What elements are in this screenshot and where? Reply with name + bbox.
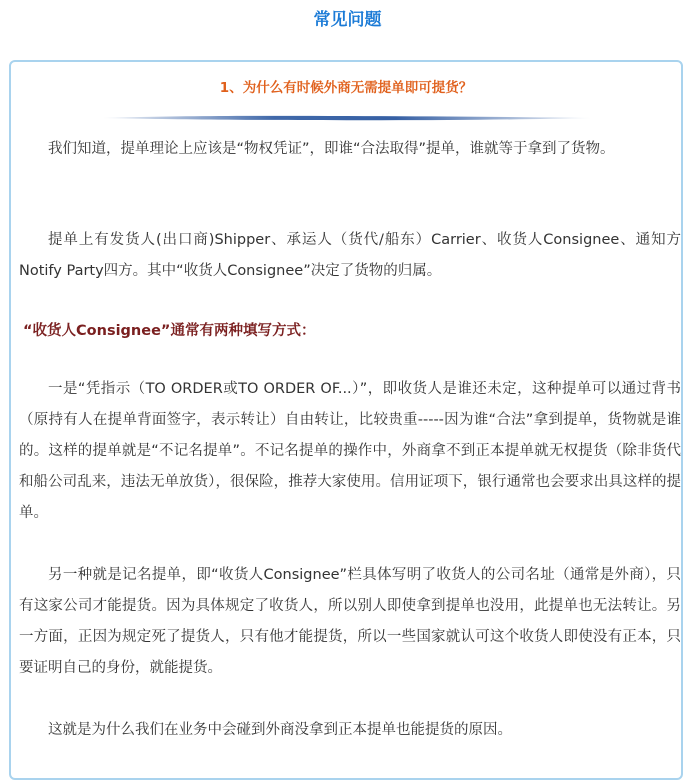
paragraph-to-order: 一是“凭指示（TO ORDER或TO ORDER OF...）”，即收货人是谁还未定，这种提单可以通过背书（原持有人在提单背面签字，表示转让）自由转让，比较贵重-----因为谁“合法”拿到提单，货物就是谁的。这样的提单就是“不记名提单”。不记名提单的操作中，外商拿不到正本提单就无权提货（除非货代和船公司乱来，违法无单放货），很保险，推荐大家使用。信用证项下，银行通常也会要求出具这样的提单。	[19, 381, 681, 521]
consignee-subheading: “收货人Consignee”通常有两种填写方式：	[23, 323, 316, 339]
page-title: 常见问题	[313, 10, 382, 30]
paragraph-conclusion: 这就是为什么我们在业务中会碰到外商没拿到正本提单也能提货的原因。	[48, 722, 512, 738]
faq-card	[9, 60, 683, 780]
paragraph-parties: 提单上有发货人(出口商)Shipper、承运人（货代/船东）Carrier、收货人Consignee、通知方Notify Party四方。其中“收货人Consignee”决定了货物的归属。	[19, 232, 681, 279]
brush-divider	[103, 114, 591, 122]
paragraph-named-bl: 另一种就是记名提单，即“收货人Consignee”栏具体写明了收货人的公司名址（通常是外商），只有这家公司才能提货。因为具体规定了收货人，所以别人即使拿到提单也没用，此提单也无法转让。另一方面，正因为规定死了提货人，只有他才能提货，所以一些国家就认可这个收货人即使没有正本，只要证明自己的身份，就能提货。	[19, 567, 681, 676]
paragraph-intro: 我们知道，提单理论上应该是“物权凭证”，即谁“合法取得”提单，谁就等于拿到了货物。	[48, 141, 615, 157]
faq-question: 1、为什么有时候外商无需提单即可提货？	[219, 80, 473, 96]
